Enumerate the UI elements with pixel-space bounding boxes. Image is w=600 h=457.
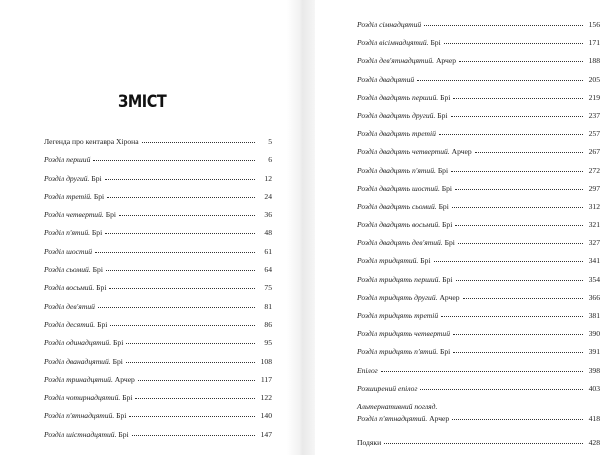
toc-entry[interactable] (44, 266, 272, 284)
narrator-name: Брі (437, 165, 449, 175)
toc-entry[interactable] (44, 175, 272, 193)
toc-entry[interactable] (44, 303, 272, 321)
page-number: 12 (264, 173, 272, 183)
page-number: 257 (588, 129, 600, 139)
toc-entry[interactable] (357, 221, 600, 239)
dot-leader (455, 225, 583, 226)
toc-entry[interactable] (357, 415, 600, 439)
narrator-name: Арчер (435, 56, 457, 66)
toc-entry-label (357, 385, 417, 393)
narrator-name: Брі (440, 92, 451, 102)
dot-leader (463, 298, 583, 299)
toc-entry[interactable] (357, 39, 600, 57)
narrator-name: Брі (122, 393, 133, 403)
toc-entry[interactable] (357, 367, 600, 385)
toc-entry[interactable] (357, 348, 600, 366)
toc-entry-label (357, 257, 431, 265)
chapter-name: Розділ тридцять третій (357, 311, 439, 320)
page-number: 237 (588, 110, 600, 120)
narrator-name: Брі (92, 265, 103, 275)
toc-entry[interactable] (357, 94, 600, 112)
toc-entry[interactable] (44, 376, 272, 394)
toc-left-column (44, 138, 272, 449)
toc-entry-label (357, 185, 452, 193)
appendix-heading-text: Альтернативний погляд. (357, 401, 438, 411)
page-number: 95 (264, 338, 272, 348)
toc-entry-label (357, 130, 436, 138)
toc-entry[interactable] (44, 229, 272, 247)
toc-entry-label (357, 21, 421, 29)
narrator-name: Брі (430, 38, 441, 48)
page-number: 24 (264, 191, 272, 201)
chapter-name: Розділ двадцять восьмий. (357, 220, 441, 230)
narrator-name: Брі (438, 201, 449, 211)
dot-leader (126, 343, 255, 344)
dot-leader (384, 443, 583, 444)
toc-entry-label (357, 330, 450, 338)
toc-entry[interactable] (357, 185, 600, 203)
chapter-name: Розділ п'ятнадцятий. (357, 413, 428, 423)
chapter-name: Розділ двадцять сьомий. (357, 201, 437, 211)
toc-entry[interactable] (44, 394, 272, 412)
dot-leader (95, 252, 255, 253)
toc-entry[interactable] (357, 130, 600, 148)
chapter-name: Розділ тринадцятий. (44, 374, 113, 384)
toc-entry[interactable] (357, 148, 600, 166)
toc-entry[interactable] (357, 330, 600, 348)
toc-entry-label (357, 439, 381, 447)
toc-entry[interactable] (357, 203, 600, 221)
chapter-name: Розділ четвертий. (44, 210, 104, 220)
page-number: 312 (588, 201, 600, 211)
toc-entry[interactable] (44, 284, 272, 302)
dot-leader (475, 152, 583, 153)
dot-leader (434, 261, 584, 262)
chapter-name: Розділ сьомий. (44, 265, 91, 275)
dot-leader (451, 171, 583, 172)
toc-entry[interactable] (357, 76, 600, 94)
toc-entry[interactable] (357, 257, 600, 275)
page-number: 6 (268, 155, 272, 165)
narrator-name: Брі (118, 429, 129, 439)
page-number: 327 (588, 238, 600, 248)
dot-leader (456, 280, 583, 281)
page-number: 64 (264, 265, 272, 275)
page-number: 122 (260, 393, 272, 403)
toc-entry-label (44, 156, 90, 164)
toc-entry-label (357, 57, 456, 65)
dot-leader (424, 25, 583, 26)
dot-leader (420, 389, 583, 390)
toc-entry-label (357, 94, 450, 102)
page-number: 297 (588, 183, 600, 193)
dot-leader (417, 80, 583, 81)
page-number: 61 (264, 246, 272, 256)
dot-leader (105, 179, 255, 180)
toc-entry[interactable] (44, 431, 272, 449)
dot-leader (98, 307, 255, 308)
toc-entry-label (357, 148, 472, 156)
page-number: 36 (264, 210, 272, 220)
toc-entry-label (44, 248, 92, 256)
dot-leader (441, 316, 583, 317)
chapter-name: Розділ двадцять четвертий. (357, 147, 450, 157)
chapter-name: Розділ двадцять дев'ятий. (357, 238, 443, 248)
narrator-name: Брі (96, 283, 107, 293)
toc-entry[interactable] (357, 439, 600, 457)
narrator-name: Брі (112, 356, 123, 366)
chapter-name: Розділ одинадцятий. (44, 338, 112, 348)
dot-leader (455, 189, 583, 190)
dot-leader (126, 362, 255, 363)
chapter-name: Розділ двадцять третій (357, 129, 436, 139)
toc-entry[interactable] (357, 385, 600, 403)
toc-title: ЗМІСТ (118, 92, 167, 112)
toc-entry[interactable] (357, 112, 600, 130)
narrator-name: Брі (116, 411, 127, 421)
narrator-name: Брі (93, 191, 105, 201)
dot-leader (110, 325, 255, 326)
page-number: 403 (588, 383, 600, 393)
page-number: 391 (588, 347, 600, 357)
narrator-name: Брі (440, 347, 451, 357)
toc-right-column (357, 21, 600, 457)
chapter-name: Розділ перший (44, 155, 91, 165)
dot-leader (109, 288, 255, 289)
page-number: 354 (588, 274, 600, 284)
toc-entry-label (357, 348, 450, 356)
toc-entry-label (44, 284, 106, 292)
chapter-name: Розділ вісімнадцятий. (357, 38, 429, 48)
dot-leader (132, 435, 255, 436)
toc-entry-label (44, 211, 116, 219)
toc-entry-label (44, 321, 107, 329)
toc-entry[interactable] (44, 138, 272, 156)
page-number: 81 (264, 301, 272, 311)
toc-entry-label (44, 303, 95, 311)
narrator-name: Легенда про кентавра Хірона (44, 137, 139, 146)
toc-entry[interactable] (44, 321, 272, 339)
toc-entry-label (357, 276, 453, 284)
chapter-name: Розширений епілог (357, 383, 418, 393)
narrator-name: Брі (441, 183, 453, 193)
toc-entry-label (357, 239, 455, 247)
toc-entry-label (44, 175, 102, 183)
dot-leader (106, 270, 255, 271)
dot-leader (453, 98, 583, 99)
chapter-name: Розділ шістнадцятий. (44, 429, 117, 439)
narrator-name: Брі (105, 210, 116, 220)
toc-entry-label (357, 167, 448, 175)
toc-entry-label (357, 112, 448, 120)
page-number: 86 (264, 319, 272, 329)
dot-leader (453, 334, 583, 335)
toc-entry-label (357, 203, 449, 211)
dot-leader (105, 233, 255, 234)
page-number: 75 (264, 283, 272, 293)
toc-entry[interactable] (357, 167, 600, 185)
narrator-name: Арчер (451, 147, 472, 157)
dot-leader (439, 134, 583, 135)
page-number: 171 (588, 38, 600, 48)
toc-entry-label (44, 412, 126, 420)
toc-entry[interactable] (357, 276, 600, 294)
dot-leader (138, 380, 255, 381)
narrator-name: Брі (97, 319, 108, 329)
toc-entry[interactable] (44, 358, 272, 376)
page-number: 205 (588, 74, 600, 84)
dot-leader (129, 416, 255, 417)
toc-entry-label (357, 76, 414, 84)
dot-leader (381, 371, 583, 372)
toc-entry[interactable] (44, 211, 272, 229)
chapter-name: Розділ дев'ятий (44, 301, 95, 311)
page-number: 5 (268, 137, 272, 146)
page-number: 398 (588, 365, 600, 375)
toc-entry-label (357, 415, 449, 423)
chapter-name: Розділ десятий. (44, 319, 96, 329)
chapter-name: Розділ восьмий. (44, 283, 95, 293)
toc-entry-label (44, 431, 129, 439)
toc-entry[interactable] (357, 294, 600, 312)
dot-leader (458, 243, 583, 244)
chapter-name: Розділ тридцять п'ятий. (357, 347, 439, 357)
chapter-name: Розділ другий. (44, 173, 90, 183)
chapter-name: Розділ двадцятий (357, 74, 415, 84)
page-number: 428 (588, 437, 600, 447)
page-number: 219 (588, 92, 600, 102)
dot-leader (93, 160, 255, 161)
chapter-name: Розділ тридцять четвертий (357, 329, 450, 339)
toc-entry-label (44, 358, 123, 366)
narrator-name: Арчер (114, 374, 135, 384)
toc-entry[interactable] (44, 248, 272, 266)
page-number: 117 (260, 374, 272, 384)
dot-leader (451, 116, 583, 117)
dot-leader (459, 61, 583, 62)
narrator-name: Брі (113, 338, 124, 348)
narrator-name: Брі (444, 238, 455, 248)
page-number: 272 (588, 165, 600, 175)
toc-entry[interactable] (357, 239, 600, 257)
dot-leader (119, 215, 255, 216)
chapter-name: Розділ тридцять другий. (357, 292, 438, 302)
chapter-name: Розділ дев'ятнадцятий. (357, 56, 435, 66)
toc-entry[interactable] (44, 193, 272, 211)
toc-entry[interactable] (357, 57, 600, 75)
page-number: 108 (260, 356, 272, 366)
toc-entry-label (44, 394, 132, 402)
dot-leader (142, 142, 255, 143)
chapter-name: Розділ двадцять п'ятий. (357, 165, 436, 175)
narrator-name: Арчер (439, 292, 460, 302)
chapter-name: Розділ двадцять перший. (357, 92, 439, 102)
page-number: 381 (588, 311, 600, 320)
toc-entry[interactable] (357, 312, 600, 330)
chapter-name: Розділ сімнадцятий (357, 20, 422, 29)
toc-entry-label (44, 376, 135, 384)
narrator-name: Брі (437, 110, 448, 120)
toc-entry-label (357, 367, 378, 375)
page-number: 48 (264, 228, 272, 238)
narrator-name: Брі (442, 274, 453, 284)
toc-entry-label (357, 221, 452, 229)
toc-entry-label (44, 266, 103, 274)
toc-entry-label (44, 339, 123, 347)
toc-entry-label (44, 229, 102, 237)
page-number: 341 (588, 256, 600, 266)
chapter-name: Розділ двадцять другий. (357, 110, 436, 120)
toc-entry[interactable] (44, 412, 272, 430)
toc-entry-label (357, 39, 441, 47)
page-number: 156 (588, 20, 600, 29)
toc-entry[interactable] (357, 21, 600, 39)
chapter-name: Розділ двадцять шостий. (357, 183, 440, 193)
chapter-name: Розділ дванадцятий. (44, 356, 111, 366)
page-number: 140 (260, 411, 272, 421)
page-number: 390 (588, 329, 600, 339)
page-number: 188 (588, 56, 600, 66)
page-number: 321 (588, 220, 600, 230)
chapter-name: Розділ п'ятий. (44, 228, 91, 238)
chapter-name: Розділ тридцятий. (357, 256, 419, 266)
narrator-name: Арчер (429, 413, 450, 423)
dot-leader (135, 398, 255, 399)
chapter-name: Розділ тридцять перший. (357, 274, 441, 284)
dot-leader (452, 207, 583, 208)
narrator-name: Брі (420, 256, 431, 266)
narrator-name: Брі (442, 220, 453, 230)
toc-entry-label (357, 312, 438, 320)
toc-entry-label (357, 294, 460, 302)
page-number: 267 (588, 147, 600, 157)
toc-entry[interactable] (44, 339, 272, 357)
page-gutter (287, 0, 315, 455)
dot-leader (452, 419, 583, 420)
toc-entry-label (44, 193, 104, 201)
chapter-name: Розділ третій. (44, 191, 92, 201)
page-number: 418 (588, 413, 600, 423)
dot-leader (444, 43, 583, 44)
chapter-name: Епілог (357, 365, 378, 375)
chapter-name: Розділ п'ятнадцятий. (44, 411, 115, 421)
narrator-name: Брі (91, 173, 102, 183)
narrator-name: Брі (91, 228, 103, 238)
chapter-name: Розділ чотирнадцятий. (44, 393, 121, 403)
dot-leader (453, 352, 583, 353)
narrator-name: Подяки (357, 437, 382, 447)
chapter-name: Розділ шостий (44, 246, 93, 256)
page-number: 366 (588, 292, 600, 302)
toc-entry-label (44, 138, 139, 146)
toc-entry[interactable] (44, 156, 272, 174)
page-number: 147 (260, 429, 272, 439)
dot-leader (107, 197, 255, 198)
